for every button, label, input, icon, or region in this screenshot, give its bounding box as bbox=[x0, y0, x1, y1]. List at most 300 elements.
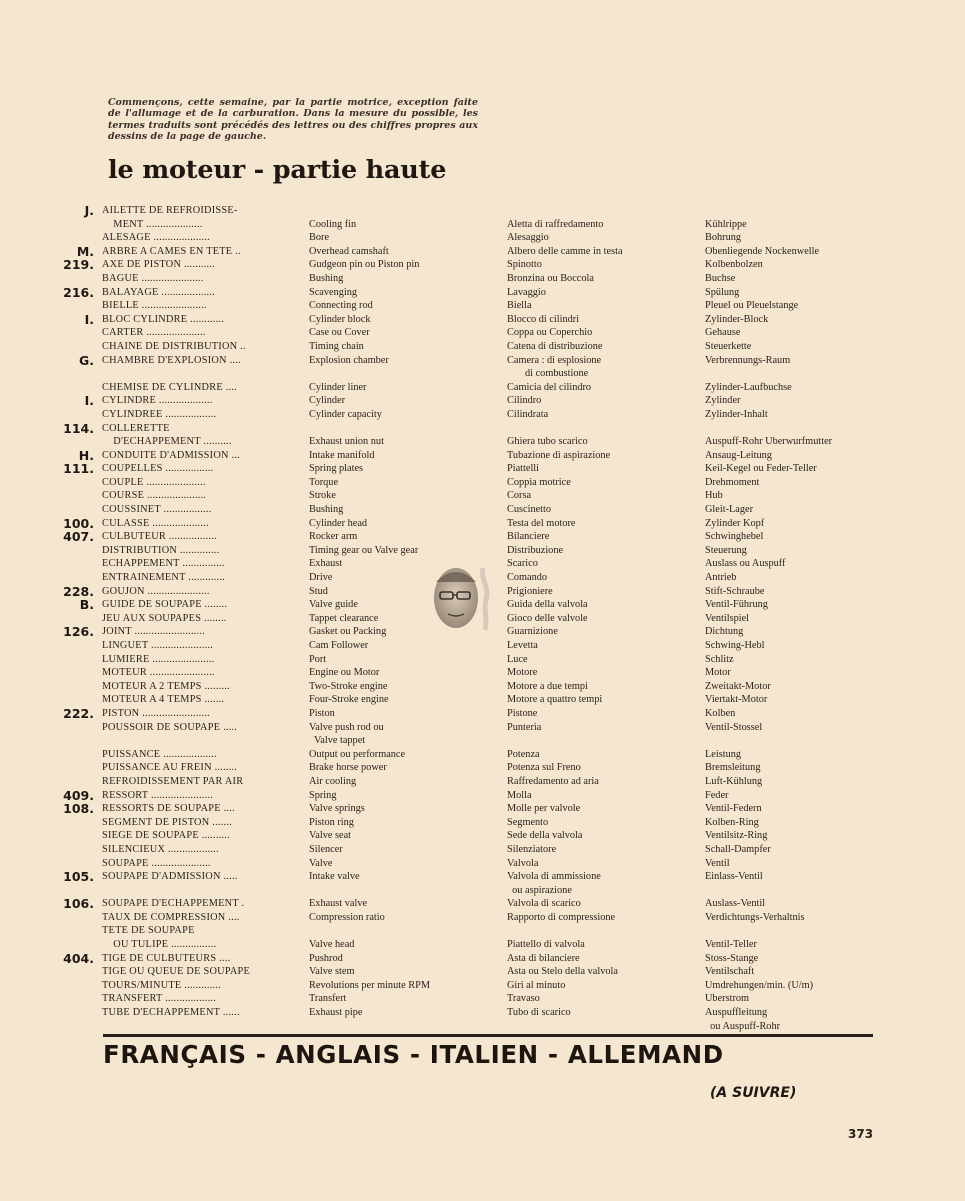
english-term: Bore bbox=[309, 232, 330, 244]
english-term: Stroke bbox=[309, 490, 336, 502]
french-term: COUPLE ..................... bbox=[102, 476, 206, 488]
table-row bbox=[0, 965, 965, 979]
english-term: Cylinder liner bbox=[309, 381, 367, 393]
table-row bbox=[0, 408, 965, 422]
french-term: MENT .................... bbox=[102, 218, 203, 230]
table-row bbox=[0, 693, 965, 707]
german-term: Zylinder-Inhalt bbox=[705, 408, 768, 420]
term-number: M. bbox=[76, 243, 94, 259]
french-term: CULASSE .................... bbox=[102, 517, 209, 529]
term-number: 106. bbox=[63, 896, 94, 912]
italian-term: di combustione bbox=[507, 368, 589, 380]
term-number: B. bbox=[79, 597, 94, 613]
italian-term: Levetta bbox=[507, 640, 538, 651]
english-term: Bushing bbox=[309, 272, 344, 284]
italian-term: Piattello di valvola bbox=[507, 939, 585, 951]
french-term: CONDUITE D'ADMISSION ... bbox=[102, 449, 240, 461]
italian-term: Coppia motrice bbox=[507, 476, 571, 488]
term-number: 222. bbox=[63, 705, 94, 721]
term-number: 407. bbox=[63, 529, 94, 545]
italian-term: Spinotto bbox=[507, 259, 542, 271]
german-term: Ventil-Führung bbox=[705, 599, 768, 611]
french-term: BIELLE ....................... bbox=[102, 300, 207, 312]
term-number: 216. bbox=[63, 284, 94, 300]
table-row bbox=[0, 829, 965, 843]
english-term: Revolutions per minute RPM bbox=[309, 979, 430, 991]
italian-term: Catena di distribuzione bbox=[507, 340, 603, 352]
term-number: 108. bbox=[63, 801, 94, 817]
table-row bbox=[0, 979, 965, 993]
term-number: 409. bbox=[63, 787, 94, 803]
french-term: DISTRIBUTION .............. bbox=[102, 544, 220, 556]
table-row bbox=[0, 272, 965, 286]
english-term: Compression ratio bbox=[309, 911, 385, 923]
english-term: Cooling fin bbox=[309, 218, 357, 230]
table-row bbox=[0, 394, 965, 408]
italian-term: ou aspirazione bbox=[507, 884, 572, 896]
table-row bbox=[0, 816, 965, 830]
term-number: 100. bbox=[63, 515, 94, 531]
divider-rule bbox=[103, 1034, 873, 1037]
german-term: Buchse bbox=[705, 272, 736, 284]
italian-term: Camera : di esplosione bbox=[507, 354, 602, 366]
table-row bbox=[0, 857, 965, 871]
french-term: SOUPAPE ..................... bbox=[102, 857, 211, 869]
german-term: Ventilsitz-Ring bbox=[705, 830, 768, 842]
german-term: Zylinder bbox=[705, 395, 741, 407]
english-term: Torque bbox=[309, 476, 339, 488]
table-row bbox=[0, 992, 965, 1006]
german-term: Viertakt-Motor bbox=[705, 694, 768, 706]
italian-term: Guida della valvola bbox=[507, 599, 588, 611]
german-term: Bremsleitung bbox=[705, 762, 761, 774]
german-term: Ventil bbox=[705, 857, 730, 869]
german-term: Kühlrippe bbox=[705, 218, 747, 230]
table-row bbox=[0, 286, 965, 300]
german-term: Hub bbox=[705, 490, 723, 502]
term-number: 114. bbox=[63, 420, 94, 436]
french-term: CHAMBRE D'EXPLOSION .... bbox=[102, 354, 241, 366]
english-term: Timing gear ou Valve gear bbox=[309, 544, 419, 556]
italian-term: Motore a due tempi bbox=[507, 680, 588, 692]
table-row bbox=[0, 489, 965, 503]
french-term: COUPELLES ................. bbox=[102, 463, 214, 475]
term-number: H. bbox=[78, 447, 94, 463]
english-term: Valve tappet bbox=[309, 735, 366, 747]
french-term: BAGUE ...................... bbox=[102, 272, 204, 284]
table-row bbox=[0, 897, 965, 911]
table-row bbox=[0, 680, 965, 694]
french-term: AXE DE PISTON ........... bbox=[102, 259, 216, 271]
french-term: TETE DE SOUPAPE bbox=[102, 925, 195, 937]
english-term: Output ou performance bbox=[309, 748, 406, 760]
italian-term: Sede della valvola bbox=[507, 830, 583, 842]
german-term: Stoss-Stange bbox=[705, 952, 759, 964]
english-term: Valve bbox=[309, 857, 333, 869]
table-row bbox=[0, 462, 965, 476]
table-row bbox=[0, 503, 965, 517]
english-term: Rocker arm bbox=[309, 531, 358, 543]
french-term: PUISSANCE AU FREIN ........ bbox=[102, 762, 238, 774]
term-number: G. bbox=[78, 352, 94, 368]
italian-term: Potenza sul Freno bbox=[507, 762, 581, 774]
french-term: SILENCIEUX .................. bbox=[102, 843, 219, 855]
english-term: Valve guide bbox=[309, 599, 358, 611]
table-row bbox=[0, 340, 965, 354]
table-row bbox=[0, 789, 965, 803]
portrait-photo-icon bbox=[428, 560, 496, 638]
italian-term: Asta ou Stelo della valvola bbox=[507, 966, 618, 978]
term-number: J. bbox=[84, 203, 94, 218]
table-row bbox=[0, 517, 965, 531]
german-term: Zweitakt-Motor bbox=[705, 680, 771, 692]
german-term: Auslass-Ventil bbox=[705, 898, 766, 910]
italian-term: Aletta di raffredamento bbox=[507, 218, 604, 230]
german-term: Schwing-Hebl bbox=[705, 640, 765, 651]
italian-term: Camicia del cilindro bbox=[507, 381, 592, 393]
english-term: Two-Stroke engine bbox=[309, 680, 388, 692]
english-term: Gasket ou Packing bbox=[309, 626, 387, 638]
french-term: ECHAPPEMENT ............... bbox=[102, 558, 225, 570]
french-term: SOUPAPE D'ADMISSION ..... bbox=[102, 871, 238, 883]
french-term: PISTON ........................ bbox=[102, 707, 210, 719]
table-row bbox=[0, 435, 965, 449]
german-term: Kolbenbolzen bbox=[705, 259, 763, 271]
italian-term: Guarnizione bbox=[507, 626, 558, 638]
german-term: Verbrennungs-Raum bbox=[705, 354, 791, 366]
french-term: TIGE DE CULBUTEURS .... bbox=[102, 952, 231, 964]
english-term: Gudgeon pin ou Piston pin bbox=[309, 259, 420, 271]
french-term: PUISSANCE ................... bbox=[102, 748, 217, 760]
german-term: Kolben bbox=[705, 707, 736, 719]
french-term: TAUX DE COMPRESSION .... bbox=[102, 911, 240, 923]
french-term: MOTEUR A 2 TEMPS ......... bbox=[102, 680, 230, 692]
languages-heading: FRANÇAIS - ANGLAIS - ITALIEN - ALLEMAND bbox=[103, 1040, 724, 1069]
german-term: Schlitz bbox=[705, 653, 734, 665]
english-term: Engine ou Motor bbox=[309, 667, 380, 679]
french-term: ALESAGE .................... bbox=[102, 232, 210, 244]
italian-term: Potenza bbox=[507, 748, 540, 760]
table-row bbox=[0, 952, 965, 966]
table-row bbox=[0, 761, 965, 775]
italian-term: Coppa ou Coperchio bbox=[507, 327, 593, 339]
german-term: Schall-Dampfer bbox=[705, 843, 771, 855]
german-term: Leistung bbox=[705, 748, 742, 760]
german-term: Auspuffleitung bbox=[705, 1007, 768, 1019]
italian-term: Molla bbox=[507, 789, 532, 801]
italian-term: Bronzina ou Boccola bbox=[507, 272, 594, 284]
italian-term: Silenziatore bbox=[507, 843, 557, 855]
table-row bbox=[0, 367, 965, 381]
to-be-continued: (A SUIVRE) bbox=[710, 1085, 797, 1101]
french-term: CHAINE DE DISTRIBUTION .. bbox=[102, 340, 246, 352]
french-term: AILETTE DE REFROIDISSE- bbox=[102, 205, 238, 216]
table-row bbox=[0, 449, 965, 463]
english-term: Exhaust union nut bbox=[309, 436, 384, 448]
german-term: Kolben-Ring bbox=[705, 816, 759, 828]
italian-term: Scarico bbox=[507, 558, 538, 570]
table-row bbox=[0, 884, 965, 898]
term-number: 228. bbox=[63, 583, 94, 599]
italian-term: Valvola bbox=[507, 857, 539, 869]
italian-term: Albero delle camme in testa bbox=[507, 245, 623, 257]
english-term: Spring plates bbox=[309, 463, 364, 475]
french-term: SIEGE DE SOUPAPE .......... bbox=[102, 830, 230, 842]
german-term: Feder bbox=[705, 789, 729, 801]
italian-term: Bilanciere bbox=[507, 531, 550, 543]
german-term: Steuerung bbox=[705, 544, 747, 556]
english-term: Connecting rod bbox=[309, 300, 373, 312]
table-row bbox=[0, 354, 965, 368]
french-term: GUIDE DE SOUPAPE ........ bbox=[102, 599, 228, 611]
german-term: Zylinder Kopf bbox=[705, 517, 765, 529]
german-term: ou Auspuff-Rohr bbox=[705, 1020, 781, 1032]
german-term: Obenliegende Nockenwelle bbox=[705, 245, 820, 257]
french-term: RESSORTS DE SOUPAPE .... bbox=[102, 803, 235, 815]
table-row bbox=[0, 530, 965, 544]
german-term: Steuerkette bbox=[705, 340, 752, 352]
french-term: JEU AUX SOUPAPES ........ bbox=[102, 612, 227, 624]
french-term: TIGE OU QUEUE DE SOUPAPE bbox=[102, 966, 251, 978]
french-term: LUMIERE ...................... bbox=[102, 653, 215, 665]
french-term: COURSE ..................... bbox=[102, 490, 207, 502]
italian-term: Punteria bbox=[507, 721, 542, 733]
german-term: Zylinder-Block bbox=[705, 313, 769, 325]
french-term: SEGMENT DE PISTON ....... bbox=[102, 816, 233, 828]
table-row bbox=[0, 1006, 965, 1020]
german-term: Auspuff-Rohr Uberwurfmutter bbox=[705, 436, 833, 448]
french-term: SOUPAPE D'ECHAPPEMENT . bbox=[102, 898, 245, 910]
german-term: Schwinghebel bbox=[705, 531, 764, 543]
table-row bbox=[0, 299, 965, 313]
table-row bbox=[0, 666, 965, 680]
german-term: Zylinder-Laufbuchse bbox=[705, 381, 792, 393]
table-row bbox=[0, 734, 965, 748]
german-term: Motor bbox=[705, 667, 731, 679]
french-term: TOURS/MINUTE ............. bbox=[102, 979, 222, 991]
italian-term: Valvola di ammissione bbox=[507, 871, 601, 883]
german-term: Drehmoment bbox=[705, 476, 760, 488]
german-term: Spülung bbox=[705, 286, 740, 298]
table-row bbox=[0, 707, 965, 721]
table-row bbox=[0, 721, 965, 735]
term-number: I. bbox=[84, 393, 94, 409]
italian-term: Rapporto di compressione bbox=[507, 911, 616, 923]
german-term: Ansaug-Leitung bbox=[705, 449, 772, 461]
table-row bbox=[0, 775, 965, 789]
german-term: Keil-Kegel ou Feder-Teller bbox=[705, 463, 817, 475]
french-term: TRANSFERT .................. bbox=[102, 993, 217, 1005]
table-row bbox=[0, 381, 965, 395]
english-term: Valve push rod ou bbox=[309, 721, 384, 733]
english-term: Port bbox=[309, 653, 327, 665]
english-term: Bushing bbox=[309, 504, 344, 516]
german-term: Ventil-Teller bbox=[705, 939, 757, 951]
table-row bbox=[0, 231, 965, 245]
table-row bbox=[0, 911, 965, 925]
term-number: 105. bbox=[63, 869, 94, 885]
english-term: Piston bbox=[309, 707, 335, 719]
english-term: Valve head bbox=[309, 939, 355, 951]
italian-term: Cilindrata bbox=[507, 408, 549, 420]
table-row bbox=[0, 1020, 965, 1034]
english-term: Valve stem bbox=[309, 966, 355, 978]
english-term: Cylinder head bbox=[309, 517, 368, 529]
italian-term: Testa del motore bbox=[507, 517, 576, 529]
table-row bbox=[0, 313, 965, 327]
italian-term: Prigioniere bbox=[507, 585, 553, 597]
english-term: Piston ring bbox=[309, 816, 354, 828]
german-term: Verdichtungs-Verhaltnis bbox=[705, 911, 805, 923]
table-row bbox=[0, 245, 965, 259]
french-term: BLOC CYLINDRE ............ bbox=[102, 313, 225, 325]
german-term: Antrieb bbox=[705, 572, 737, 584]
german-term: Ventilschaft bbox=[705, 966, 755, 978]
table-row bbox=[0, 870, 965, 884]
english-term: Four-Stroke engine bbox=[309, 694, 389, 706]
french-term: CYLINDRE ................... bbox=[102, 395, 213, 407]
italian-term: Lavaggio bbox=[507, 286, 546, 298]
english-term: Valve springs bbox=[309, 803, 365, 815]
french-term: COUSSINET ................. bbox=[102, 504, 212, 516]
french-term: TUBE D'ECHAPPEMENT ...... bbox=[102, 1007, 240, 1019]
french-term: JOINT ......................... bbox=[102, 626, 206, 638]
french-term: ARBRE A CAMES EN TETE .. bbox=[102, 245, 241, 257]
english-term: Scavenging bbox=[309, 286, 358, 298]
english-term: Spring bbox=[309, 789, 337, 801]
german-term: Pleuel ou Pleuelstange bbox=[705, 300, 799, 312]
french-term: CHEMISE DE CYLINDRE .... bbox=[102, 381, 237, 393]
italian-term: Cilindro bbox=[507, 395, 542, 407]
english-term: Cam Follower bbox=[309, 640, 369, 651]
table-row bbox=[0, 653, 965, 667]
italian-term: Luce bbox=[507, 653, 528, 665]
italian-term: Motore a quattro tempi bbox=[507, 694, 603, 706]
german-term: Ventil-Federn bbox=[705, 803, 762, 815]
intro-paragraph: Commençons, cette semaine, par la partie motrice, exception faite de l'allumage et de la carburation. Dans la mesure du possible, les termes traduits sont précédés des lettres ou des chiffres propres aux dessins de la page de gauche. bbox=[108, 97, 478, 143]
english-term: Intake valve bbox=[309, 871, 360, 883]
english-term: Exhaust pipe bbox=[309, 1007, 363, 1019]
german-term: Gehause bbox=[705, 327, 741, 339]
french-term: RESSORT ...................... bbox=[102, 789, 214, 801]
english-term: Explosion chamber bbox=[309, 354, 389, 366]
italian-term: Pistone bbox=[507, 707, 538, 719]
table-row bbox=[0, 204, 965, 218]
italian-term: Segmento bbox=[507, 816, 549, 828]
english-term: Intake manifold bbox=[309, 449, 375, 461]
table-row bbox=[0, 938, 965, 952]
italian-term: Cuscinetto bbox=[507, 504, 552, 516]
french-term: OU TULIPE ................ bbox=[102, 939, 217, 951]
italian-term: Comando bbox=[507, 572, 548, 584]
german-term: Stift-Schraube bbox=[705, 585, 765, 597]
english-term: Stud bbox=[309, 585, 328, 597]
italian-term: Gioco delle valvole bbox=[507, 612, 588, 624]
german-term: Ventilspiel bbox=[705, 612, 750, 624]
table-row bbox=[0, 326, 965, 340]
table-row bbox=[0, 639, 965, 653]
italian-term: Valvola di scarico bbox=[507, 898, 581, 910]
french-term: MOTEUR ....................... bbox=[102, 667, 215, 679]
german-term: Einlass-Ventil bbox=[705, 871, 763, 883]
italian-term: Travaso bbox=[507, 993, 540, 1005]
italian-term: Raffredamento ad aria bbox=[507, 775, 599, 787]
italian-term: Biella bbox=[507, 300, 532, 312]
table-row bbox=[0, 258, 965, 272]
english-term: Exhaust valve bbox=[309, 898, 368, 910]
french-term: CULBUTEUR ................. bbox=[102, 531, 217, 543]
term-number: 126. bbox=[63, 624, 94, 640]
italian-term: Asta di bilanciere bbox=[507, 952, 580, 964]
german-term: Umdrehungen/min. (U/m) bbox=[705, 979, 814, 991]
table-row bbox=[0, 422, 965, 436]
table-row bbox=[0, 802, 965, 816]
english-term: Silencer bbox=[309, 843, 343, 855]
german-term: Dichtung bbox=[705, 626, 744, 638]
table-row bbox=[0, 544, 965, 558]
page-title: le moteur - partie haute bbox=[108, 155, 447, 185]
english-term: Transfert bbox=[309, 993, 347, 1005]
german-term: Bohrung bbox=[705, 232, 742, 244]
german-term: Ventil-Stossel bbox=[705, 721, 763, 733]
french-term: BALAYAGE ................... bbox=[102, 286, 216, 298]
italian-term: Tubo di scarico bbox=[507, 1007, 571, 1019]
english-term: Cylinder bbox=[309, 395, 346, 407]
french-term: REFROIDISSEMENT PAR AIR bbox=[102, 775, 244, 787]
table-row bbox=[0, 748, 965, 762]
italian-term: Piattelli bbox=[507, 463, 540, 475]
italian-term: Giri al minuto bbox=[507, 979, 566, 991]
english-term: Air cooling bbox=[309, 775, 357, 787]
italian-term: Corsa bbox=[507, 490, 532, 502]
english-term: Brake horse power bbox=[309, 762, 387, 774]
table-row bbox=[0, 476, 965, 490]
german-term: Gleit-Lager bbox=[705, 504, 754, 516]
english-term: Overhead camshaft bbox=[309, 245, 389, 257]
english-term: Valve seat bbox=[309, 830, 352, 842]
italian-term: Molle per valvole bbox=[507, 803, 581, 815]
table-row bbox=[0, 843, 965, 857]
english-term: Pushrod bbox=[309, 952, 343, 964]
french-term: CYLINDREE .................. bbox=[102, 408, 217, 420]
italian-term: Ghiera tubo scarico bbox=[507, 436, 588, 448]
italian-term: Alesaggio bbox=[507, 232, 549, 244]
german-term: Uberstrom bbox=[705, 993, 750, 1005]
table-row bbox=[0, 218, 965, 232]
italian-term: Motore bbox=[507, 667, 538, 679]
french-term: MOTEUR A 4 TEMPS ....... bbox=[102, 694, 225, 706]
term-number: 219. bbox=[63, 257, 94, 273]
french-term: POUSSOIR DE SOUPAPE ..... bbox=[102, 721, 238, 733]
french-term: COLLERETTE bbox=[102, 422, 170, 434]
term-number: I. bbox=[84, 311, 94, 327]
term-number: 404. bbox=[63, 950, 94, 966]
english-term: Case ou Cover bbox=[309, 327, 370, 339]
french-term: LINGUET ...................... bbox=[102, 640, 214, 651]
french-term: D'ECHAPPEMENT .......... bbox=[102, 436, 232, 448]
german-term: Luft-Kühlung bbox=[705, 775, 763, 787]
french-term: CARTER ..................... bbox=[102, 327, 206, 339]
french-term: ENTRAINEMENT ............. bbox=[102, 572, 225, 584]
english-term: Cylinder capacity bbox=[309, 408, 382, 420]
table-row bbox=[0, 924, 965, 938]
english-term: Exhaust bbox=[309, 558, 343, 570]
english-term: Tappet clearance bbox=[309, 612, 379, 624]
english-term: Drive bbox=[309, 572, 333, 584]
italian-term: Tubazione di aspirazione bbox=[507, 449, 611, 461]
english-term: Timing chain bbox=[309, 340, 364, 352]
english-term: Cylinder block bbox=[309, 313, 371, 325]
